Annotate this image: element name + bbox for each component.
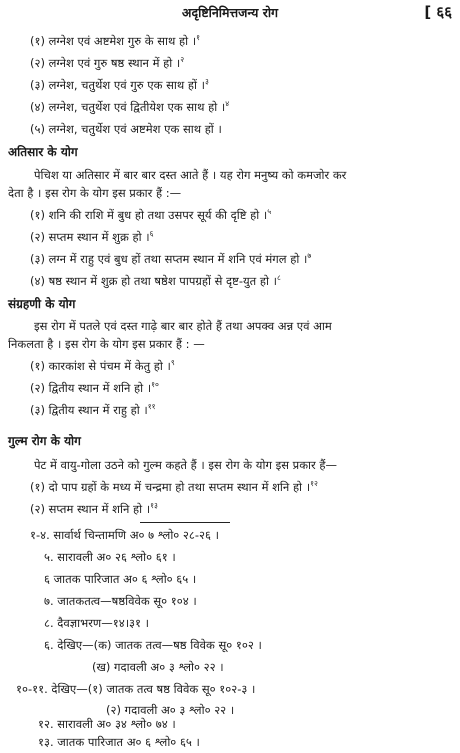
paragraph-line: पेचिश या अतिसार में बार बार दस्त आते हैं । यह रोग मनुष्य को कमजोर कर [34, 168, 347, 182]
page-number: [ ६६ [424, 3, 452, 21]
footnote-ref: ४ [225, 99, 230, 109]
footnote-ref: १ [196, 33, 201, 43]
list-item: (२) सप्तम स्थान में शनि हो ।$^{१३}$ [30, 501, 158, 516]
section-heading-gulma: गुल्म रोग के योग [8, 434, 81, 448]
footnote: १२. सारावली अ० ३४ श्लो० ७४ । [38, 717, 176, 731]
footnote-ref: ५ [267, 207, 272, 217]
list-item: (२) सप्तम स्थान में शुक्र हो ।$^६$ [30, 229, 154, 244]
list-item: (१) लग्नेश एवं अष्टमेश गुरु के साथ हो ।$^१$ [30, 33, 201, 48]
footnote-ref: ८ [276, 273, 281, 283]
footnote: ७. जातकतत्व—षष्ठविवेक सू० १०४ । [44, 594, 197, 608]
footnote-divider [140, 522, 230, 523]
footnote-ref: १० [151, 380, 159, 390]
footnote: ६ जातक पारिजात अ० ६ श्लो० ६५ । [44, 572, 197, 586]
footnote-ref: १३ [150, 501, 158, 511]
list-item: (४) षष्ठ स्थान में शुक्र हो तथा षष्ठेश पापग्रहों से दृष्ट-युत हो ।$^८$ [30, 273, 281, 288]
list-item: (२) द्वितीय स्थान में शनि हो ।$^{१०}$ [30, 380, 159, 395]
paragraph-line: पेट में वायु-गोला उठने को गुल्म कहते हैं । इस रोग के योग इस प्रकार हैं— [34, 458, 337, 472]
footnote-ref: १२ [310, 479, 318, 489]
list-item: (४) लग्नेश, चतुर्थेश एवं द्वितीयेश एक साथ हो ।$^४$ [30, 99, 230, 114]
list-item: (१) कारकांश से पंचम में केतु हो ।$^९$ [30, 358, 175, 373]
footnote: १-४. सार्वार्थ चिन्तामणि अ० ७ श्लो० २८-२६ । [30, 528, 220, 542]
footnote-ref: ३ [204, 77, 209, 87]
list-item: (५) लग्नेश, चतुर्थेश एवं अष्टमेश एक साथ हों । [30, 122, 222, 136]
footnote: (२) गदावली अ० ३ श्लो० २२ । [106, 703, 235, 717]
footnote: (ख) गदावली अ० ३ श्लो० २२ । [92, 660, 224, 674]
paragraph-line: निकलता है । इस रोग के योग इस प्रकार हैं : — [8, 337, 205, 351]
footnote: ६. देखिए—(क) जातक तत्व—षष्ठ विवेक सू० १०२ । [44, 638, 262, 652]
footnote-ref: २ [180, 55, 185, 65]
section-heading-sangrahani: संग्रहणी के योग [8, 297, 76, 311]
list-item: (३) लग्नेश, चतुर्थेश एवं गुरु एक साथ हों ।$^३$ [30, 77, 209, 92]
running-title: अदृष्टिनिमित्तजन्य रोग [181, 5, 279, 20]
page-header [0, 4, 460, 24]
footnote: ८. दैवज्ञाभरण—१४।३१ । [44, 616, 150, 630]
paragraph-line: इस रोग में पतले एवं दस्त गाढ़े बार बार होते हैं तथा अपक्व अन्न एवं आम [34, 319, 332, 333]
list-item: (१) शनि की राशि में बुध हो तथा उसपर सूर्य की दृष्टि हो ।$^५$ [30, 207, 272, 222]
list-item: (१) दो पाप ग्रहों के मध्य में चन्द्रमा हो तथा सप्तम स्थान में शनि हो ।$^{१२}$ [30, 479, 318, 494]
list-item: (३) लग्न में राहु एवं बुध हों तथा सप्तम स्थान में शनि एवं मंगल हो ।$^७$ [30, 251, 312, 266]
footnote: १३. जातक पारिजात अ० ६ श्लो० ६५ । [38, 735, 200, 749]
footnote-ref: ६ [149, 229, 154, 239]
section-heading-atisar: अतिसार के योग [8, 145, 78, 159]
footnote-ref: ७ [307, 251, 312, 261]
paragraph-line: देता है । इस रोग के योग इस प्रकार हैं :— [8, 186, 182, 200]
footnote: ५. सारावली अ० २६ श्लो० ६१ । [44, 550, 176, 564]
footnote: १०-११. देखिए—(१) जातक तत्व षष्ठ विवेक सू० १०२-३ । [16, 682, 256, 696]
footnote-ref: ९ [170, 358, 175, 368]
list-item: (२) लग्नेश एवं गुरु षष्ठ स्थान में हो ।$^२$ [30, 55, 185, 70]
list-item: (३) द्वितीय स्थान में राहु हो ।$^{११}$ [30, 402, 156, 417]
footnote-ref: ११ [147, 402, 156, 412]
